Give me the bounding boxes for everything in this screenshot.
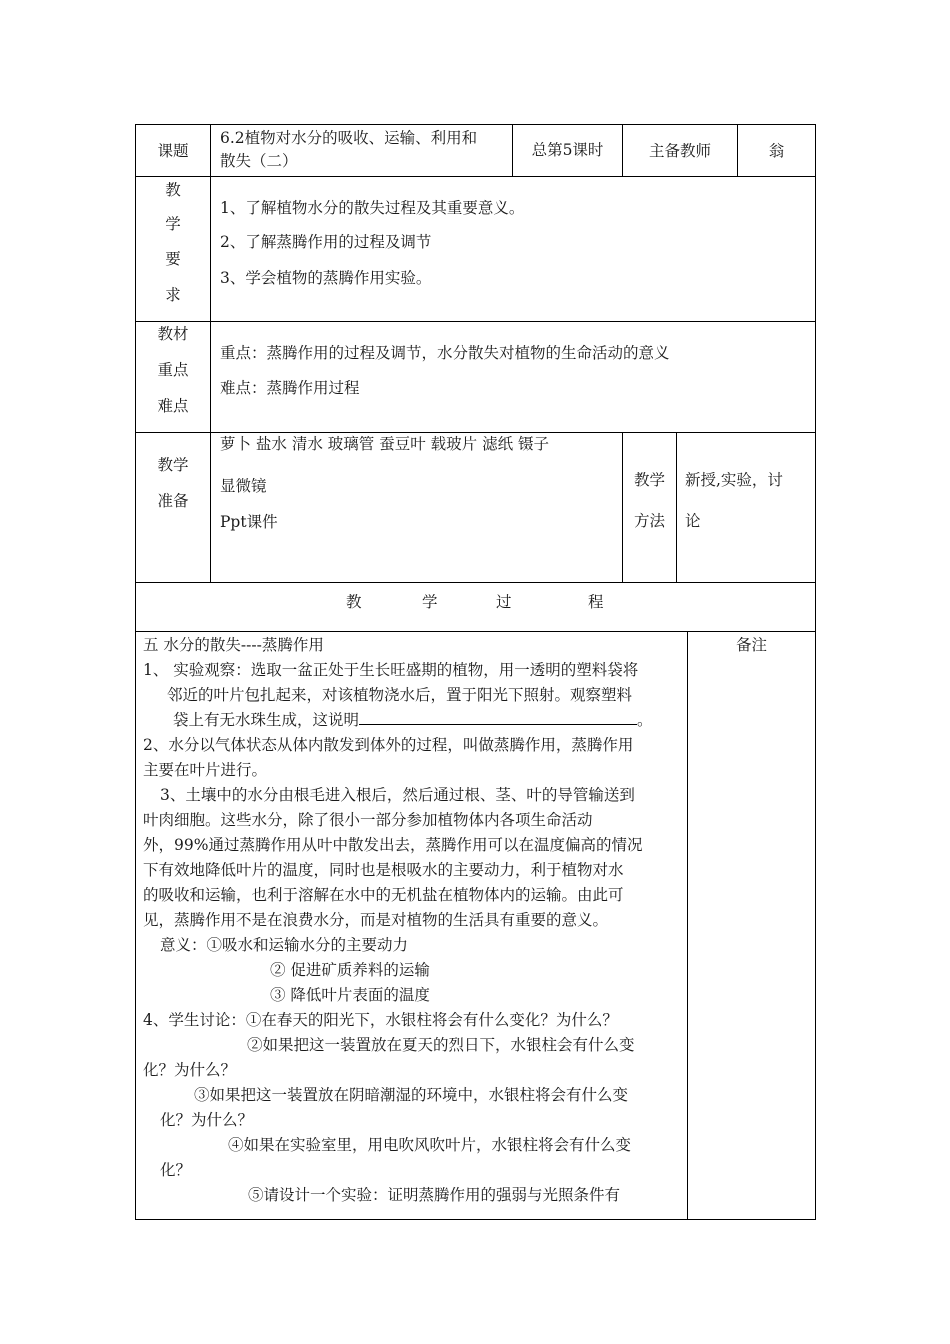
body-line-12: 见，蒸腾作用不是在浪费水分，而是对植物的生活具有重要的意义。 (143, 911, 609, 929)
body-line-09: 外，99%通过蒸腾作用从叶中散发出去，蒸腾作用可以在温度偏高的情况 (143, 836, 643, 854)
body-line-08: 叶肉细胞。这些水分，除了很小一部分参加植物体内各项生命活动 (143, 811, 593, 829)
prep-method-divider-a (622, 432, 623, 583)
requirements-label-char-4: 求 (165, 286, 181, 304)
significance-line-1: 意义：①吸水和运输水分的主要动力 (160, 936, 409, 954)
table-border-right (815, 124, 816, 1220)
preparation-materials-line2: 显微镜 (220, 477, 267, 495)
method-value-line2: 论 (685, 512, 701, 530)
significance-line-2: ② 促进矿质养料的运输 (270, 961, 430, 979)
key-points-label-3: 难点 (157, 397, 189, 415)
body-line-04 (173, 710, 653, 730)
discussion-line-3: 化？为什么？ (143, 1061, 237, 1079)
row-divider-4 (135, 582, 816, 583)
method-value-line1: 新授,实验，讨 (685, 471, 783, 489)
focus-text: 重点：蒸腾作用的过程及调节，水分散失对植物的生命活动的意义 (220, 344, 670, 362)
preparation-label-2: 准备 (157, 492, 189, 510)
key-points-label-1: 教材 (157, 325, 189, 343)
answer-blank[interactable] (359, 711, 637, 725)
method-label-1: 教学 (633, 471, 665, 489)
topic-title-line2: 散失（二） (220, 152, 298, 170)
discussion-line-2: ②如果把这一装置放在夏天的烈日下，水银柱会有什么变 (247, 1036, 635, 1054)
discussion-line-7: 化？ (160, 1161, 192, 1179)
remarks-label: 备注 (735, 636, 767, 654)
preparation-label-1: 教学 (157, 456, 189, 474)
topic-title-line1: 6.2植物对水分的吸收、运输、利用和 (220, 129, 478, 147)
requirement-item-1: 1、了解植物水分的散失过程及其重要意义。 (220, 199, 525, 217)
discussion-line-4: ③如果把这一装置放在阴暗潮湿的环境中，水银柱将会有什么变 (194, 1086, 629, 1104)
row-divider-3 (135, 432, 816, 433)
process-heading-char-4: 程 (588, 593, 604, 611)
requirements-label-char-1: 教 (165, 181, 181, 199)
body-line-02: 1、 实验观察：选取一盆正处于生长旺盛期的植物，用一透明的塑料袋将 (143, 661, 639, 679)
body-line-04-end: 。 (637, 711, 653, 729)
discussion-line-6: ④如果在实验室里，用电吹风吹叶片，水银柱将会有什么变 (228, 1136, 632, 1154)
process-heading-char-2: 学 (422, 593, 438, 611)
discussion-line-8: ⑤请设计一个实验：证明蒸腾作用的强弱与光照条件有 (248, 1186, 621, 1204)
teacher-label: 主备教师 (648, 142, 711, 160)
requirements-label-char-3: 要 (165, 250, 181, 268)
topic-label: 课题 (157, 142, 189, 160)
significance-line-3: ③ 降低叶片表面的温度 (270, 986, 430, 1004)
label-column-divider (210, 124, 211, 583)
process-heading-char-3: 过 (496, 593, 512, 611)
body-line-10: 下有效地降低叶片的温度，同时也是根吸水的主要动力，利于植物对水 (143, 861, 624, 879)
body-line-03: 邻近的叶片包扎起来，对该植物浇水后，置于阳光下照射。观察塑料 (167, 686, 633, 704)
method-label-2: 方法 (633, 512, 665, 530)
process-heading-char-1: 教 (346, 593, 362, 611)
body-line-11: 的吸收和运输，也利于溶解在水中的无机盐在植物体内的运输。由此可 (143, 886, 624, 904)
preparation-materials-line1: 萝卜 盐水 清水 玻璃管 蚕豆叶 载玻片 滤纸 镊子 (220, 435, 549, 453)
row-divider-1 (135, 176, 816, 177)
teacher-name: 翁 (768, 142, 785, 160)
row-divider-2 (135, 321, 816, 322)
discussion-line-5: 化？为什么？ (160, 1111, 254, 1129)
remarks-column-divider (687, 631, 688, 1220)
prep-method-divider-b (676, 432, 677, 583)
requirements-label-char-2: 学 (165, 215, 181, 233)
preparation-materials-line3: Ppt课件 (220, 513, 278, 531)
row-divider-5 (135, 631, 816, 632)
difficulty-text: 难点：蒸腾作用过程 (220, 379, 360, 397)
requirement-item-2: 2、了解蒸腾作用的过程及调节 (220, 233, 432, 251)
body-line-05: 2、水分以气体状态从体内散发到体外的过程，叫做蒸腾作用，蒸腾作用 (143, 736, 634, 754)
body-line-04-text: 袋上有无水珠生成，这说明 (173, 711, 360, 729)
table-border-bottom (135, 1219, 816, 1220)
body-line-06: 主要在叶片进行。 (143, 761, 268, 779)
key-points-label-2: 重点 (157, 361, 189, 379)
body-line-07: 3、土壤中的水分由根毛进入根后，然后通过根、茎、叶的导管输送到 (160, 786, 635, 804)
requirement-item-3: 3、学会植物的蒸腾作用实验。 (220, 269, 432, 287)
process-heading (136, 592, 815, 614)
section-heading: 五 水分的散失----蒸腾作用 (143, 636, 324, 654)
lesson-count: 总第5课时 (531, 141, 604, 159)
table-border-top (135, 124, 816, 125)
discussion-line-1: 4、学生讨论：①在春天的阳光下，水银柱将会有什么变化？为什么？ (143, 1011, 618, 1029)
